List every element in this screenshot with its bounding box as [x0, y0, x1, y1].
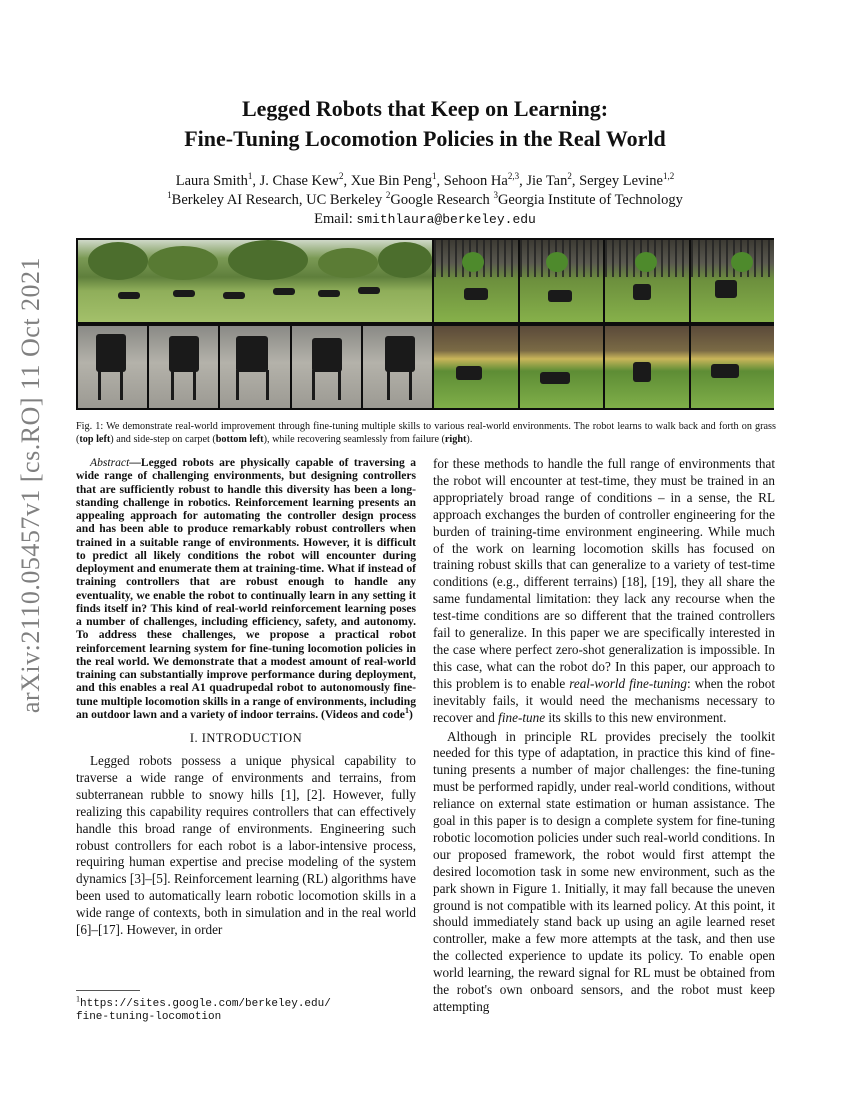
body-paragraph [433, 456, 775, 727]
author-affil-mark: 1 [247, 171, 253, 182]
email-label: Email: [314, 211, 357, 227]
sidestep-frame [149, 326, 218, 408]
sidestep-frame [220, 326, 289, 408]
affiliation: Georgia Institute of Technology [497, 192, 683, 208]
abstract [76, 456, 416, 721]
paper-title [75, 94, 775, 154]
author-affil-mark: 2 [567, 171, 572, 182]
author-affil-mark: 1,2 [663, 171, 675, 182]
abstract-label: Abstract [90, 456, 130, 469]
fall-recovery-bottom-row [434, 326, 774, 408]
recovery-frame [691, 326, 775, 408]
email-address: smithlaura@berkeley.edu [356, 212, 536, 227]
recovery-frame [605, 240, 689, 322]
affil-mark: 1 [167, 190, 172, 201]
caption-text: ), while recovering seamlessly from failure ( [263, 434, 445, 445]
abstract-text: Legged robots are physically capable of traversing a wide range of challenging environments, but designing controllers that are sufficiently robust to handle this diversity has been a long-standing challenge in robotics. Reinforcement learning presents an appealing approach for automating the controller design process and has been able to produce remarkably robust controllers when trained in a suitable range of environments. However, it is difficult to predict all likely conditions the robot will encounter during deployment and enumerate them at training-time. What if instead of training controllers that are robust enough to handle any eventuality, we enable the robot to continually learn in any setting it finds itself in? This kind of real-world reinforcement learning poses a number of challenges, including efficiency, safety, and autonomy. To address these challenges, we propose a practical robot reinforcement learning system for fine-tuning locomotion policies in the real world. We demonstrate that a modest amount of real-world training can substantially improve performance during deployment, and this enables a real A1 quadrupedal robot to autonomously fine-tune multiple locomotion skills in a range of environments, including an outdoor lawn and a variety of indoor terrains. (Videos and code [76, 456, 416, 721]
body-paragraph: Although in principle RL provides precisely the toolkit needed for this type of adaptation, in practice this kind of fine-tuning presents a number of major challenges: the fine-tuning must be performed rapidly, under real-world conditions, without reliance on external state estimation or human assistance. The goal in this paper is to design a complete system for fine-tuning robotic locomotion policies under such real-world conditions. In our proposed framework, the robot would first attempt the desired locomotion task in some new environment, such as the park shown in Figure 1. Initially, it may fall because the uneven ground is not compatible with its learned policy. At this point, it should immediately stand back up using an agile learned reset controller, make a few more attempts at the task, and then use the collected experience to update its policy. To enable open world learning, the reward signal for RL must be obtained from the robot's own onboard sensors, and the robot must keep attempting [433, 728, 775, 1014]
title-line-1: Legged Robots that Keep on Learning: [241, 96, 609, 121]
caption-text: ) and side-step on carpet ( [110, 434, 216, 445]
recovery-frame [605, 326, 689, 408]
emphasis-text: fine-tune [498, 709, 546, 725]
footnote-url-line-1 [76, 994, 406, 1011]
recovery-frame [520, 326, 604, 408]
right-column [433, 456, 775, 1016]
recovery-frame [691, 240, 775, 322]
sidestep-frame [292, 326, 361, 408]
grass-walking-photo [78, 240, 432, 322]
paragraph-text: its skills to this new environment. [545, 709, 727, 725]
caption-bold: top left [79, 434, 111, 445]
caption-text: Fig. 1: We demonstrate real-world improvement through fine-tuning multiple skills to various real-world environments. The robot learns to walk back and forth on grass ( [76, 421, 776, 445]
section-heading: I. INTRODUCTION [189, 731, 303, 745]
recovery-frame [434, 240, 518, 322]
intro-paragraph: Legged robots possess a unique physical capability to traverse a wide range of environments and terrains, from subterranean rubble to snowy hills [1], [2]. However, fully realizing this capability requires controllers that can effectively handle this broad range of environments. Engineering such robust controllers for each robot is a labor-intensive process, requiring human expertise and precise modeling of the system dynamics [3]–[5]. Reinforcement learning (RL) algorithms have been used to automatically learn robotic locomotion skills in a wide range of contexts, both in simulation and in the real world [6]–[17]. However, in order [76, 753, 416, 938]
author-affil-mark: 2,3 [507, 171, 520, 182]
caption-bold: right [444, 434, 467, 445]
paragraph-text: for these methods to handle the full range of environments that the robot will encounter at test-time, they must be trained in an appropriately broad range of conditions – in a sense, the RL approach exchanges the burden of controller engineering for the burden of training-time environment engineering. While much of the work on learning locomotion skills has focused on training robust skills that can generalize to a variety of test-time conditions (e.g., different terrains) [18], [19], they all share the same fundamental limitation: they lack any recourse when the test-time conditions are so different that the trained controllers fail to generalize. In this paper we are specifically interested in the case where perfect zero-shot generalization is impossible. In this case, what can the robot do? In this paper, our approach to this problem is to enable [433, 456, 775, 691]
caption-text: ). [466, 434, 473, 445]
figure-caption [76, 420, 776, 446]
fall-recovery-top-row [434, 240, 774, 322]
recovery-frame [520, 240, 604, 322]
abstract-end: ) [408, 707, 413, 721]
figure-1 [76, 238, 774, 410]
author-affil-mark: 1 [432, 171, 437, 182]
affiliation: Google Research [390, 192, 494, 208]
caption-bold: bottom left [215, 434, 264, 445]
author-name: Laura Smith [175, 173, 248, 189]
author-name: , Jie Tan [519, 173, 568, 189]
paragraph-text: : when the robot inevitably fails, it would need the mechanisms necessary to recover and [433, 675, 775, 725]
author-name: , Xue Bin Peng [343, 173, 433, 189]
author-block [75, 172, 775, 229]
sidestep-frame [363, 326, 432, 408]
footnote-mark: 1 [76, 994, 80, 1004]
abstract-dash: — [129, 456, 141, 469]
footnote-url-line-2: fine-tuning-locomotion [76, 1011, 222, 1023]
footnote-mark: 1 [404, 705, 409, 715]
affil-mark: 2 [385, 190, 391, 201]
left-column [76, 456, 416, 939]
arxiv-identifier: arXiv:2110.05457v1 [cs.RO] 11 Oct 2021 [16, 256, 45, 714]
title-line-2: Fine-Tuning Locomotion Policies in the Real World [184, 126, 666, 151]
author-list [75, 172, 775, 191]
footnote-url: https://sites.google.com/berkeley.edu/ [80, 998, 331, 1010]
emphasis-text: real-world fine-tuning [569, 675, 687, 691]
affil-mark: 3 [493, 190, 498, 201]
author-affil-mark: 2 [338, 171, 344, 182]
author-name: , Sehoon Ha [436, 173, 508, 189]
recovery-frame [434, 326, 518, 408]
affiliation: Berkeley AI Research, UC Berkeley [171, 192, 386, 208]
carpet-sidestep-photo [78, 326, 432, 408]
sidestep-frame [78, 326, 147, 408]
affiliations [75, 191, 775, 210]
arxiv-stamp [6, 256, 56, 714]
footnote [76, 990, 406, 1024]
author-name: , J. Chase Kew [252, 173, 339, 189]
author-name: , Sergey Levine [571, 173, 663, 189]
email-line [75, 210, 775, 229]
